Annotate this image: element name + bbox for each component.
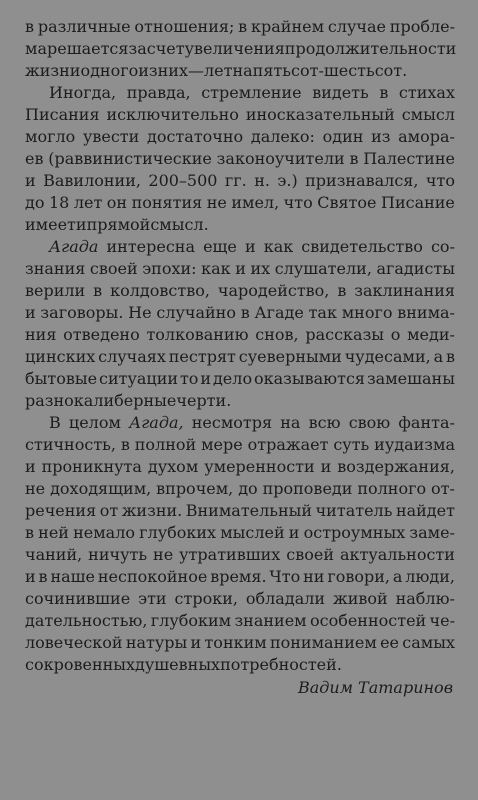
text-word: слушатели, — [274, 259, 372, 278]
text-word: духом — [147, 457, 199, 476]
text-word: н. — [254, 171, 270, 190]
text-word: жизни. — [121, 501, 183, 520]
text-line — [25, 390, 455, 412]
text-word: ситуации — [98, 369, 179, 388]
text-word: увеличения — [184, 39, 285, 58]
text-word: остроумных — [303, 523, 406, 542]
text-word: смысл. — [150, 215, 209, 234]
text-word: со- — [430, 237, 455, 256]
text-word: наблю- — [395, 589, 455, 608]
text-word: отражает — [247, 435, 329, 454]
text-word: свидетельство — [301, 237, 423, 256]
text-word: меди- — [407, 325, 455, 344]
text-word: фанта- — [398, 413, 455, 432]
text-word: говори, — [327, 567, 390, 586]
text-word: амора- — [398, 127, 455, 146]
text-word: эпохи: — [142, 259, 197, 278]
text-word: далеко: — [250, 127, 315, 146]
text-word: самых — [402, 633, 455, 652]
text-word: в — [445, 347, 455, 366]
text-word: счет — [146, 39, 185, 58]
text-word: в — [25, 523, 35, 542]
text-line — [25, 60, 455, 82]
text-word: Агада — [49, 237, 99, 256]
text-word: случае — [327, 17, 386, 36]
text-word: не — [153, 545, 174, 564]
text-word: отношения; — [134, 17, 235, 36]
text-word: и — [244, 237, 256, 256]
text-word: время. — [210, 567, 267, 586]
text-word: верили — [25, 281, 86, 300]
text-word: сокровенных — [25, 655, 136, 674]
text-word: знанием — [234, 611, 307, 630]
text-word: на — [280, 413, 301, 432]
text-word: заме- — [409, 523, 455, 542]
text-word: ловеческой — [25, 633, 123, 652]
text-word: утративших — [179, 545, 281, 564]
text-word: че- — [429, 611, 455, 630]
text-word: целом — [68, 413, 121, 432]
text-word: люди, — [405, 567, 455, 586]
text-word: и — [235, 259, 246, 278]
text-word: от — [99, 501, 119, 520]
text-word: много — [341, 303, 393, 322]
text-word: заклинания — [354, 281, 455, 300]
text-word: лет — [73, 193, 103, 212]
text-word: прямой — [86, 215, 151, 234]
text-word: чудесами, — [344, 347, 431, 366]
text-word: имел, — [231, 193, 280, 212]
text-line — [25, 192, 455, 214]
text-word: в — [25, 17, 35, 36]
text-word: дело — [212, 369, 253, 388]
text-word: умеренности — [204, 457, 315, 476]
text-line — [25, 632, 455, 654]
text-word: так — [308, 303, 337, 322]
text-word: законоучители — [216, 149, 345, 168]
text-word: случайно — [156, 303, 236, 322]
text-word: бытовые — [25, 369, 98, 388]
text-word: достаточно — [146, 127, 244, 146]
text-word: неспокойное — [97, 567, 208, 586]
text-word: Агаде — [254, 303, 304, 322]
text-word: актуальности — [339, 545, 455, 564]
text-word: в — [337, 281, 347, 300]
text-line — [25, 610, 455, 632]
text-word: полной — [134, 435, 197, 454]
text-word: лет — [203, 61, 233, 80]
text-word: В — [49, 413, 61, 432]
text-word: и — [25, 171, 36, 190]
text-line — [25, 588, 455, 610]
text-line — [25, 654, 455, 676]
text-word: от- — [431, 479, 455, 498]
text-word: разнокалиберные — [25, 391, 177, 410]
text-word: замешаны — [366, 369, 455, 388]
text-word: чаний, — [25, 545, 83, 564]
text-word: в — [379, 83, 389, 102]
text-word: свою — [348, 413, 391, 432]
text-word: потребностей. — [220, 655, 342, 674]
text-word: ма — [25, 39, 47, 58]
text-word: в — [120, 435, 130, 454]
text-word: продолжительности — [284, 39, 457, 58]
text-word: а — [392, 567, 403, 586]
text-word: и — [190, 633, 202, 652]
text-word: как — [201, 259, 231, 278]
text-word: Не — [128, 303, 152, 322]
text-line — [25, 236, 455, 258]
text-word: и — [25, 567, 36, 586]
text-word: внима- — [397, 303, 455, 322]
text-line — [25, 82, 455, 104]
text-word: душевных — [135, 655, 221, 674]
text-word: что — [425, 171, 455, 190]
text-word: стихах — [398, 83, 455, 102]
text-word: пониманием — [269, 633, 377, 652]
text-line — [25, 522, 455, 544]
paragraph — [25, 412, 455, 676]
text-word: их — [250, 259, 271, 278]
text-word: толкованию — [146, 325, 249, 344]
text-word: и — [25, 303, 36, 322]
text-line — [25, 500, 455, 522]
text-word: обладали — [245, 589, 326, 608]
text-word: не — [206, 193, 227, 212]
text-word: чародейство, — [217, 281, 330, 300]
text-line — [25, 280, 455, 302]
text-word: немало — [73, 523, 136, 542]
text-word: Иногда, — [49, 83, 117, 102]
text-word: стремление — [201, 83, 302, 102]
text-word: Что — [269, 567, 301, 586]
text-word: глубоких — [139, 523, 217, 542]
text-word: Вавилонии, — [43, 171, 141, 190]
text-word: пестрят — [168, 347, 236, 366]
text-line — [25, 346, 455, 368]
text-line — [25, 170, 455, 192]
text-word: Агада, — [129, 413, 184, 432]
text-word: суть — [333, 435, 370, 454]
text-word: 200–500 — [148, 171, 218, 190]
text-word: он — [106, 193, 128, 212]
text-word: речения — [25, 501, 97, 520]
text-word: глубоким — [150, 611, 232, 630]
text-word: мыслей — [220, 523, 285, 542]
text-line — [25, 456, 455, 478]
text-line — [25, 302, 455, 324]
text-word: натуры — [125, 633, 188, 652]
text-line — [25, 566, 455, 588]
text-word: своей — [89, 259, 138, 278]
text-line — [25, 104, 455, 126]
text-word: особенностей — [309, 611, 427, 630]
text-line — [25, 16, 455, 38]
text-word: иудаизма — [374, 435, 455, 454]
text-word: не — [25, 479, 46, 498]
text-word: интересна — [106, 237, 196, 256]
text-word: полного — [357, 479, 427, 498]
text-word: что — [283, 193, 313, 212]
text-word: на — [232, 61, 253, 80]
text-word: один — [322, 127, 364, 146]
text-word: еще — [203, 237, 237, 256]
text-word: смысл — [401, 105, 455, 124]
text-word: ев — [25, 149, 44, 168]
text-word: агадисты — [376, 259, 455, 278]
text-word: Писания — [25, 105, 100, 124]
text-word: ничуть — [88, 545, 148, 564]
text-line — [25, 324, 455, 346]
text-line — [25, 478, 455, 500]
text-word: правда, — [126, 83, 191, 102]
text-word: признавался, — [305, 171, 419, 190]
text-word: заговоры. — [40, 303, 124, 322]
text-word: стичность, — [25, 435, 116, 454]
text-word: ней — [38, 523, 69, 542]
paragraph — [25, 236, 455, 412]
text-word: э.) — [277, 171, 298, 190]
text-word: из — [371, 127, 391, 146]
text-word: Святое — [317, 193, 377, 212]
text-word: в — [240, 303, 250, 322]
text-word: снов, — [255, 325, 299, 344]
text-word: Писание — [380, 193, 455, 212]
text-word: рассказы — [305, 325, 385, 344]
text-word: читатель — [315, 501, 393, 520]
text-word: (раввинистические — [48, 149, 212, 168]
text-word: ее — [380, 633, 400, 652]
text-word: впрочем, — [156, 479, 234, 498]
text-word: ни — [303, 567, 325, 586]
text-word: и — [320, 457, 332, 476]
text-word: видеть — [312, 83, 369, 102]
text-word: понятия — [131, 193, 203, 212]
text-word: проникнута — [41, 457, 142, 476]
text-word: как — [263, 237, 294, 256]
text-word: и — [25, 457, 36, 476]
text-word: иносказательный — [245, 105, 395, 124]
paragraph — [25, 82, 455, 236]
text-line — [25, 434, 455, 456]
text-line — [25, 214, 455, 236]
text-word: своей — [286, 545, 334, 564]
text-word: Палестине — [363, 149, 455, 168]
text-word: знания — [25, 259, 86, 278]
text-word: в — [93, 281, 103, 300]
text-word: могло — [25, 127, 76, 146]
text-word: суеверными — [238, 347, 342, 366]
text-word: всю — [308, 413, 341, 432]
text-word: до — [25, 193, 45, 212]
text-word: в — [38, 567, 48, 586]
text-word: несмотря — [191, 413, 273, 432]
text-word: то — [179, 369, 199, 388]
text-word: эти — [138, 589, 167, 608]
text-word: доходящим, — [50, 479, 152, 498]
text-word: проповеди — [262, 479, 353, 498]
text-word: решается — [46, 39, 129, 58]
text-line — [25, 258, 455, 280]
text-word: черти. — [176, 391, 232, 410]
text-word: до — [238, 479, 258, 498]
text-word: них — [157, 61, 188, 80]
text-line — [25, 368, 455, 390]
text-word: и — [75, 215, 87, 234]
text-word: одного — [80, 61, 139, 80]
text-word: оказываются — [254, 369, 366, 388]
text-word: пятьсот-шестьсот. — [252, 61, 408, 80]
text-word: крайнем — [251, 17, 325, 36]
text-word: наше — [50, 567, 95, 586]
text-word: различные — [37, 17, 131, 36]
text-word: исключительно — [106, 105, 239, 124]
text-word: мере — [201, 435, 243, 454]
text-word: ния — [25, 325, 57, 344]
text-line — [25, 38, 455, 60]
paragraph — [25, 16, 455, 82]
text-word: а — [433, 347, 444, 366]
text-word: имеет — [25, 215, 76, 234]
text-word: — — [187, 61, 204, 80]
text-word: колдовство, — [110, 281, 210, 300]
text-word: за — [128, 39, 147, 58]
text-line — [25, 544, 455, 566]
text-word: живой — [332, 589, 388, 608]
text-word: из — [138, 61, 158, 80]
text-word: и — [200, 369, 212, 388]
text-word: найдет — [395, 501, 455, 520]
text-word: в — [349, 149, 359, 168]
text-word: о — [390, 325, 401, 344]
text-word: случаях — [98, 347, 166, 366]
text-line — [25, 126, 455, 148]
text-line — [25, 412, 455, 434]
text-word: цинских — [25, 347, 96, 366]
text-word: воздержания, — [337, 457, 455, 476]
text-word: жизни — [25, 61, 81, 80]
text-word: 18 — [48, 193, 70, 212]
text-word: гг. — [224, 171, 247, 190]
text-word: увести — [82, 127, 140, 146]
text-word: в — [238, 17, 248, 36]
text-word: пробле- — [389, 17, 455, 36]
text-word: Внимательный — [185, 501, 313, 520]
text-line — [25, 148, 455, 170]
text-word: строки, — [174, 589, 238, 608]
text-word: дательностью, — [25, 611, 148, 630]
author-signature: Вадим Татаринов — [297, 678, 453, 697]
text-word: отведено — [63, 325, 140, 344]
body-text — [25, 16, 455, 676]
text-word: и — [288, 523, 300, 542]
text-word: сочинившие — [25, 589, 131, 608]
text-word: тонким — [204, 633, 267, 652]
